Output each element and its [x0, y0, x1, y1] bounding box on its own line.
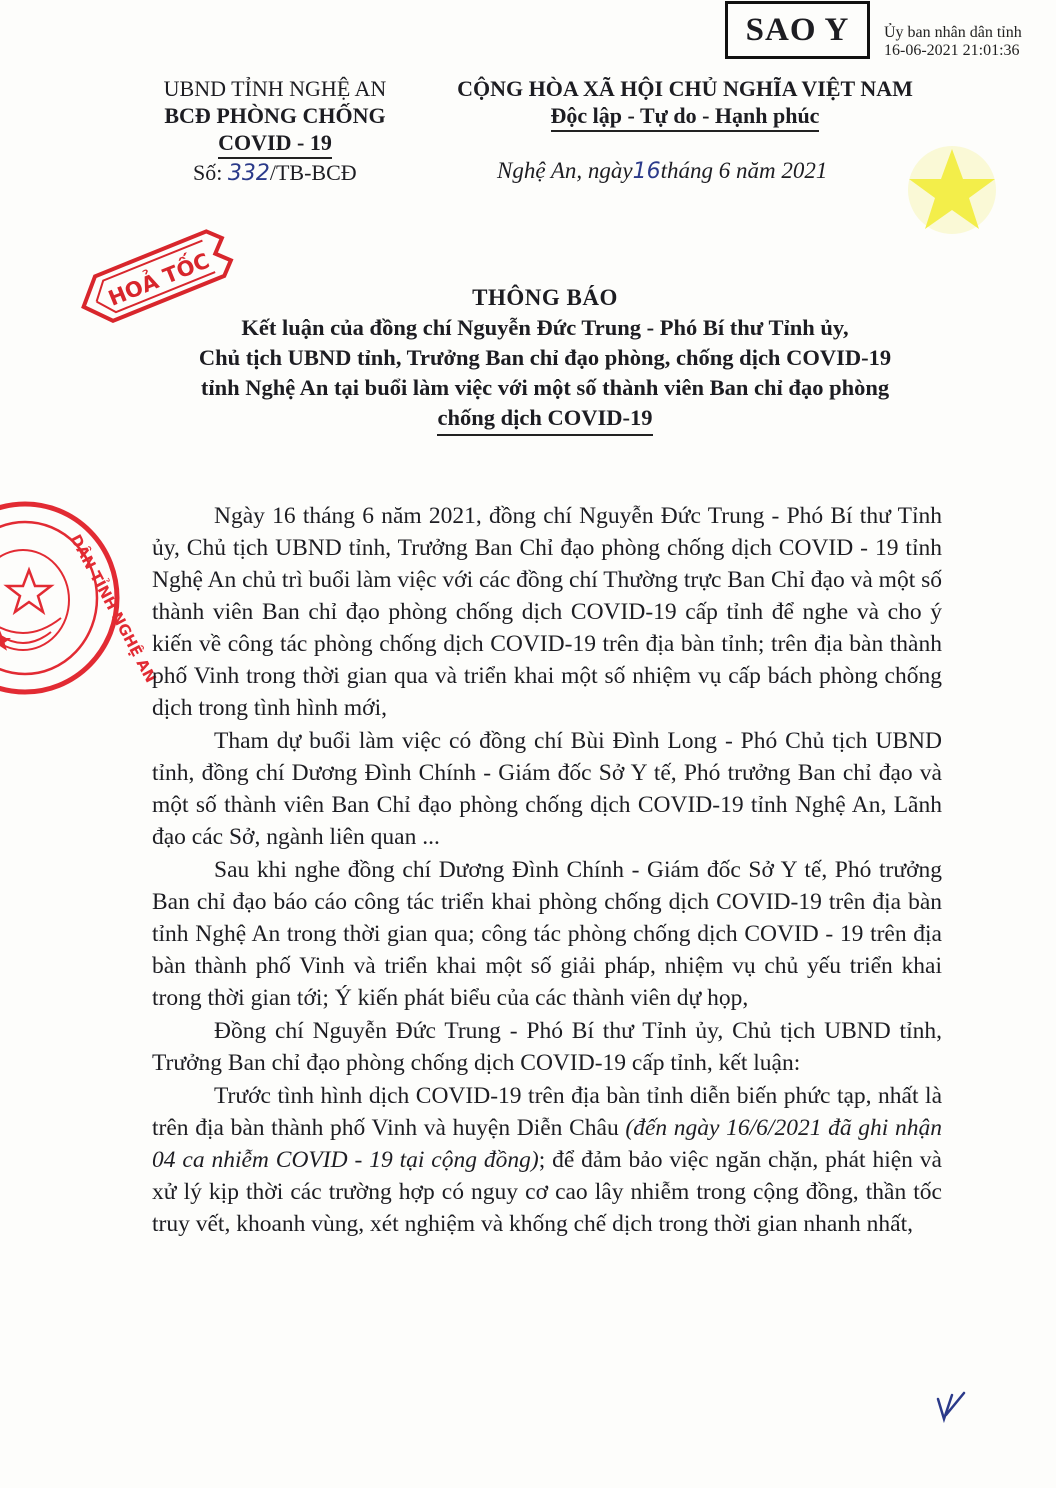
document-number — [193, 160, 357, 186]
paragraph-2: Tham dự buổi làm việc có đồng chí Bùi Đình Long - Phó Chủ tịch UBND tỉnh, đồng chí Dương Đình Chính - Giám đốc Sở Y tế, Phó trưởng Ban chỉ đạo và một số thành viên Ban Chỉ đạo phòng chống dịch COVID-19 tỉnh Nghệ An, Lãnh đạo các Sở, ngành liên quan ... — [152, 728, 942, 850]
seal-text: DÂN TỈNH NGHỆ AN — [66, 531, 160, 686]
paragraph-1: Ngày 16 tháng 6 năm 2021, đồng chí Nguyễn Đức Trung - Phó Bí thư Tỉnh ủy, Chủ tịch UBND tỉnh, Trưởng Ban Chỉ đạo phòng chống dịch COVID - 19 tỉnh Nghệ An chủ trì buổi làm việc với các đồng chí Thường trực Ban Chỉ đạo và một số thành viên Ban chỉ đạo phòng chống dịch COVID-19 cấp tỉnh để nghe và cho ý kiến về công tác phòng chống dịch COVID-19 trên địa bàn tỉnh; trên địa bàn thành phố Vinh trong thời gian qua và triển khai một số nhiệm vụ cấp bách phòng chống dịch trong tình hình mới, — [152, 503, 942, 721]
notice-subtitle-line-2: Chủ tịch UBND tỉnh, Trưởng Ban chỉ đạo phòng, chống dịch COVID-19 — [198, 345, 892, 370]
notice-body — [152, 500, 942, 1241]
issuer-line-3: COVID - 19 — [218, 129, 332, 159]
so-number: 332 — [227, 161, 270, 186]
issuer-line-2: BCĐ PHÒNG CHỐNG — [164, 103, 386, 128]
paragraph-3: Sau khi nghe đồng chí Dương Đình Chính - Giám đốc Sở Y tế, Phó trưởng Ban chỉ đạo báo cáo công tác triển khai phòng chống dịch COVID-19 trên địa bàn tỉnh Nghệ An trong thời gian qua; công tác phòng chống dịch COVID - 19 trên địa bàn thành phố Vinh và triển khai một số giải pháp, nhiệm vụ chủ yếu triển khai trong thời gian tới; Ý kiến phát biểu của các thành viên dự họp, — [152, 857, 942, 1011]
notice-subtitle-line-3: tỉnh Nghệ An tại buổi làm việc với một số thành viên Ban chỉ đạo phòng — [200, 375, 890, 400]
e-signature-org: Ủy ban nhân dân tỉnh — [884, 24, 1022, 41]
paragraph-5 — [152, 1080, 942, 1240]
date-suffix: tháng 6 năm 2021 — [660, 158, 828, 183]
date-prefix: Nghệ An, ngày — [497, 158, 633, 183]
so-label: Số: — [193, 160, 223, 185]
sao-y-stamp: SAO Y — [725, 1, 870, 59]
national-header — [425, 75, 945, 132]
notice-subtitle-line-1: Kết luận của đồng chí Nguyễn Đức Trung - Phó Bí thư Tỉnh ủy, — [241, 315, 849, 340]
date-day: 16 — [632, 159, 661, 184]
hoa-toc-text: HOẢ TỐC — [104, 248, 213, 311]
red-seal-icon — [0, 498, 160, 698]
paragraph-5-italic: (đến ngày 16/6/2021 đã ghi nhận 04 ca nhiễm COVID - 19 tại cộng đồng) — [152, 1115, 942, 1173]
initial-mark-icon — [930, 1385, 972, 1425]
issuer-header — [140, 75, 410, 159]
so-suffix: /TB-BCĐ — [269, 160, 357, 185]
e-signature — [884, 24, 1022, 60]
notice-title-block — [140, 283, 950, 436]
document-date — [497, 158, 827, 184]
paragraph-5-part-b: ; để đảm bảo việc ngăn chặn, phát hiện và xử lý kịp thời các trường hợp có nguy cơ cao lây nhiễm trong cộng đồng, thần tốc truy vết, khoanh vùng, xét nghiệm và khống chế dịch trong thời gian nhanh nhất, — [152, 1147, 942, 1237]
national-motto: Độc lập - Tự do - Hạnh phúc — [551, 102, 820, 132]
paragraph-5-part-a: Trước tình hình dịch COVID-19 trên địa bàn tỉnh diễn biến phức tạp, nhất là trên địa bàn thành phố Vinh và huyện Diễn Châu — [152, 1083, 942, 1141]
paragraph-4: Đồng chí Nguyễn Đức Trung - Phó Bí thư Tỉnh ủy, Chủ tịch UBND tỉnh, Trưởng Ban chỉ đạo phòng chống dịch COVID-19 cấp tỉnh, kết luận: — [152, 1018, 942, 1076]
issuer-line-1: UBND TỈNH NGHỆ AN — [163, 76, 387, 101]
star-seal-icon — [905, 143, 1000, 238]
national-title: CỘNG HÒA XÃ HỘI CHỦ NGHĨA VIỆT NAM — [457, 76, 913, 101]
notice-title: THÔNG BÁO — [472, 285, 618, 310]
notice-subtitle-line-4: chống dịch COVID-19 — [437, 403, 652, 436]
e-signature-datetime: 16-06-2021 21:01:36 — [884, 42, 1020, 59]
